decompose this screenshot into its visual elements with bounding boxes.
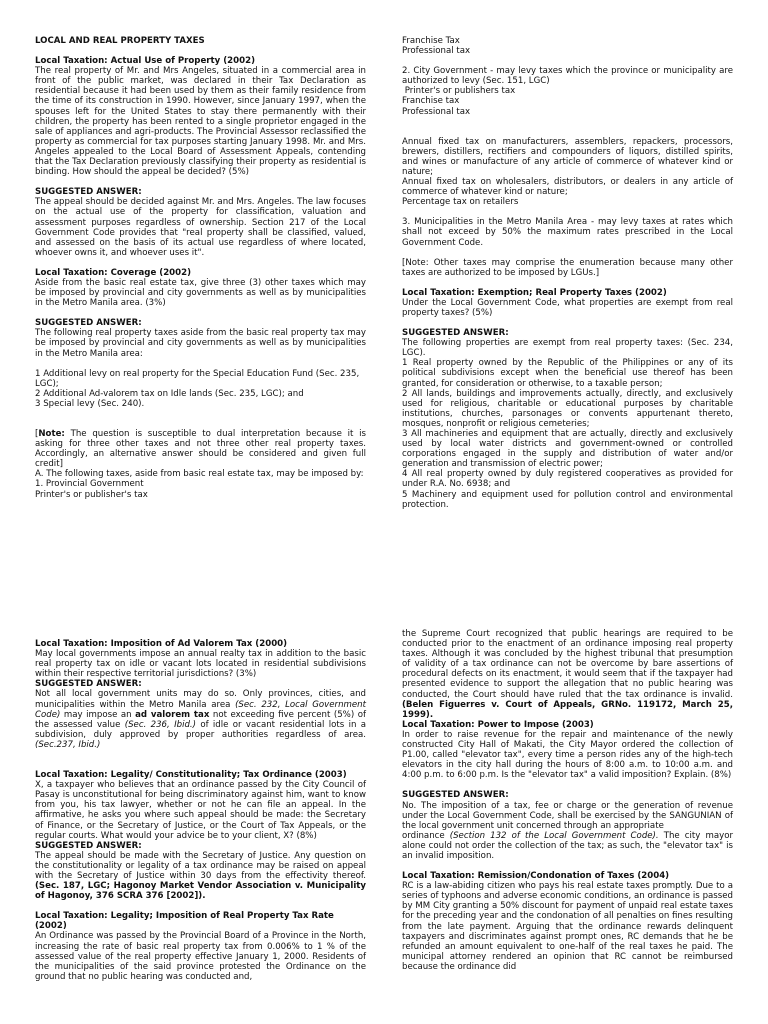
answer-text-part: The appeal should be made with the Secretary of Justice. Any question on the constitutionality or legality of a tax ordinance may be raised on appeal with the Secretary of Justice within 30 days from the effectivity thereof. xyxy=(35,850,366,881)
list-item: Printer's or publishers tax xyxy=(402,86,516,97)
page1-left-column xyxy=(35,36,366,500)
page2-left-column xyxy=(35,639,366,982)
answer-text-ad-valorem xyxy=(35,689,366,750)
metro-manila-text: 3. Municipalities in the Metro Manila Area - may levy taxes at rates which shall not exceed by 50% the maximum rates prescribed in the Local Government Code. xyxy=(402,217,733,248)
question-heading-actual-use: Local Taxation: Actual Use of Property (2002) xyxy=(35,56,256,67)
note-bracket: [ xyxy=(35,429,39,439)
question-text-power-to-impose: In order to raise revenue for the repair and maintenance of the newly constructed City Hall of Makati, the City Mayor ordered the collection of P1.00, called "elevator tax", every time a person rides any of the high-tech elevators in the city hall during the hours of 8:00 a.m. to 10:00 a.m. and 4:00 p.m. to 6:00 p.m. Is the "elevator tax" a valid imposition? Explain. (8%) xyxy=(402,729,733,781)
list-item: 1. Provincial Government xyxy=(35,479,144,490)
note-body: The question is susceptible to dual interpretation because it is asking for three other taxes and not three other real property taxes. Accordingly, an alternative answer should be considered and given full credit] xyxy=(35,429,366,470)
question-text-exemption: Under the Local Government Code, what properties are exempt from real property taxes? (5%) xyxy=(402,297,733,318)
document-title: LOCAL AND REAL PROPERTY TAXES xyxy=(35,36,205,46)
answer-text-legality-ordinance xyxy=(35,851,366,901)
citation: (Sec. 232, Local Government Code) xyxy=(35,699,366,720)
answer-text-coverage: The following real property taxes aside from the basic real property tax may be imposed by provincial and city governments as well as by municipalities in the Metro Manila area: xyxy=(35,328,366,359)
question-heading-real-property-rate: Local Taxation: Legality; Imposition of Real Property Tax Rate (2002) xyxy=(35,911,334,932)
citation: (Section 132 of the Local Government Code). xyxy=(449,830,659,841)
percentage-tax-retailers: Percentage tax on retailers xyxy=(402,197,519,208)
list-item: Printer's or publisher's tax xyxy=(35,489,148,500)
answer-text-part: not exceeding five percent (5%) of the assessed value xyxy=(35,709,366,730)
answer-text-actual-use: The appeal should be decided against Mr. and Mrs. Angeles. The law focuses on the actual use of the property for classification, valuation and assessment purposes regardless of ownership. Section 217 of the Local Government Code provides that "real property shall be classified, valued, and assessed on the basis of its actual use regardless of where located, whoever owns it, and whoever uses it". xyxy=(35,197,366,258)
answer-text-part: The city mayor alone could not order the collection of the tax; as such, the "elevator tax" is an invalid imposition. xyxy=(402,830,733,861)
page2-right-column xyxy=(402,629,733,972)
question-text-actual-use: The real property of Mr. and Mrs Angeles, situated in a commercial area in front of the public market, was declared in their Tax Declaration as residential because it had been used by them as their family residence from the time of its construction in 1990. However, since January 1997, when the spouses left for the United States to stay there permanently with their children, the property has been rented to a single proprietor engaged in the sale of appliances and agri-products. The Provincial Assessor reclassified the property as commercial for tax purposes starting January 1998. Mr. and Mrs. Angeles appealed to the Local Board of Assessment Appeals, contending that the Tax Declaration previously classifying their property as residential is binding. How should the appeal be decided? (5%) xyxy=(35,66,366,178)
list-item: Franchise Tax xyxy=(402,36,460,46)
answer-text-exemption: The following properties are exempt from real property taxes: (Sec. 234, LGC). xyxy=(402,338,733,359)
list-item: 2 Additional Ad-valorem tax on Idle lands (Sec. 235, LGC); and xyxy=(35,388,304,399)
question-text-ad-valorem: May local governments impose an annual realty tax in addition to the basic real property tax on idle or vacant lots located in residential subdivisions within their respective territorial jurisdictions? (3%) xyxy=(35,649,366,680)
list-item: Franchise tax xyxy=(402,96,460,107)
list-item: 3 Special levy (Sec. 240). xyxy=(35,398,145,409)
alternative-answer-text: A. The following taxes, aside from basic real estate tax, may be imposed by: xyxy=(35,469,364,480)
answer-text-part: the Supreme Court recognized that public hearings are required to be conducted prior to the enactment of an ordinance imposing real property taxes. Although it was concluded by the highest tribunal that presumption of validity of a tax ordinance can not be overcome by bare assertions of procedural defects on its enactment, it would seem that if the taxpayer had presented evidence to support the allegation that no public hearing was conducted, the Court should have ruled that the tax ordinance is invalid. xyxy=(402,629,733,700)
answer-heading-legality-ordinance: SUGGESTED ANSWER: xyxy=(35,840,142,851)
list-item: 5 Machinery and equipment used for pollution control and environmental protection. xyxy=(402,489,733,510)
citation: (Sec. 236, Ibid.) xyxy=(124,719,196,730)
list-item: 1 Additional levy on real property for the Special Education Fund (Sec. 235, LGC); xyxy=(35,368,360,389)
question-heading-ad-valorem: Local Taxation: Imposition of Ad Valorem Tax (2000) xyxy=(35,639,288,649)
answer-heading-coverage: SUGGESTED ANSWER: xyxy=(35,318,142,329)
list-item: Professional tax xyxy=(402,46,471,57)
question-text-coverage: Aside from the basic real estate tax, give three (3) other taxes which may be imposed by provincial and city governments as well as by municipalities in the Metro Manila area. (3%) xyxy=(35,277,366,309)
city-government-text: 2. City Government - may levy taxes which the province or municipality are authorized to levy (Sec. 151, LGC) xyxy=(402,66,733,87)
list-item: 4 All real property owned by duly registered cooperatives as provided for under R.A. No. 6938; and xyxy=(402,469,733,490)
citation: (Belen Figuerres v. Court of Appeals, GRNo. 119172, March 25, 1999). xyxy=(402,699,733,720)
annual-fixed-tax-wholesalers: Annual fixed tax on wholesalers, distributors, or dealers in any article of commerce of whatever kind or nature; xyxy=(402,177,733,198)
question-heading-exemption: Local Taxation: Exemption; Real Property Taxes (2002) xyxy=(402,287,667,298)
answer-text-power-to-impose-cont xyxy=(402,831,733,861)
answer-text-power-to-impose: No. The imposition of a tax, fee or charge or the generation of revenue under the Local Government Code, shall be exercised by the SANGUNIAN of the local government unit concerned through an appropriate xyxy=(402,800,733,831)
question-heading-legality-ordinance: Local Taxation: Legality/ Constitutionality; Tax Ordinance (2003) xyxy=(35,770,347,781)
citation: (Sec.237, Ibid.) xyxy=(35,739,101,750)
note-dual-interpretation xyxy=(35,429,366,469)
question-text-legality-ordinance: X, a taxpayer who believes that an ordinance passed by the City Council of Pasay is unconstitutional for being discriminatory against him, want to know from you, his tax lawyer, whether or not he can file an appeal. In the affirmative, he asks you where such appeal should be made: the Secretary of Finance, or the Secretary of Justice, or the Court of Tax Appeals, or the regular courts. What would your advice be to your client, X? (8%) xyxy=(35,780,366,841)
answer-text-part: Not all local government units may do so. Only provinces, cities, and municipalities within the Metro Manila area xyxy=(35,689,366,710)
answer-text-part: of idle or vacant residential lots in a subdivision, duly approved by proper authorities regardless of area. xyxy=(35,719,366,740)
answer-text-part: may impose an xyxy=(60,709,136,720)
answer-heading-ad-valorem: SUGGESTED ANSWER: xyxy=(35,679,142,690)
answer-text-part: ordinance xyxy=(402,830,450,841)
note-other-taxes: [Note: Other taxes may comprise the enumeration because many other taxes are authorized to be imposed by LGUs.] xyxy=(402,257,733,278)
annual-fixed-tax-manufacturers: Annual fixed tax on manufacturers, assemblers, repackers, processors, brewers, distillers, rectifiers and compounders of liquors, distilled spirits, and wines or manufacture of any article of commerce of whatever kind or nature; xyxy=(402,136,733,177)
citation: (Sec. 187, LGC; Hagonoy Market Vendor Association v. Municipality of Hagonoy, 376 SCRA 376 [2002]). xyxy=(35,881,366,902)
list-item: 3 All machineries and equipment that are actually, directly and exclusively used by local water districts and government-owned or controlled corporations engaged in the supply and distribution of water and/or generation and transmission of electric power; xyxy=(402,429,733,470)
question-heading-power-to-impose: Local Taxation: Power to Impose (2003) xyxy=(402,719,594,730)
bold-term: ad valorem tax xyxy=(135,709,210,720)
note-label: Note: xyxy=(38,429,65,439)
question-heading-coverage: Local Taxation: Coverage (2002) xyxy=(35,267,192,278)
answer-heading-power-to-impose: SUGGESTED ANSWER: xyxy=(402,790,509,801)
question-text-real-property-rate: An Ordinance was passed by the Provincial Board of a Province in the North, increasing the rate of basic real property tax from 0.006% to 1 % of the assessed value of the real property effective January 1, 2000. Residents of the municipalities of the said province protested the Ordinance on the ground that no public hearing was conducted and, xyxy=(35,931,366,982)
answer-heading-exemption: SUGGESTED ANSWER: xyxy=(402,328,509,339)
list-item: 2 All lands, buildings and improvements actually, directly, and exclusively used for religious, charitable or educational purposes by charitable institutions, churches, parsonages or convents appurtenant thereto, mosques, nonprofit or religious cemeteries; xyxy=(402,388,733,429)
list-item: Professional tax xyxy=(402,106,471,117)
question-heading-remission: Local Taxation: Remission/Condonation of Taxes (2004) xyxy=(402,871,670,882)
page1-right-column xyxy=(402,36,733,510)
question-text-remission: RC is a law-abiding citizen who pays his real estate taxes promptly. Due to a series of typhoons and adverse economic conditions, an ordinance is passed by MM City granting a 50% discount for payment of unpaid real estate taxes for the preceding year and the condonation of all penalties on fines resulting from the late payment. Arguing that the ordinance rewards delinquent taxpayers and discriminates against prompt ones, RC demands that he be refunded an amount equivalent to one-half of the real taxes he paid. The municipal attorney rendered an opinion that RC cannot be reimbursed because the ordinance did xyxy=(402,881,733,972)
continued-answer-text xyxy=(402,629,733,720)
list-item: 1 Real property owned by the Republic of the Philippines or any of its political subdivisions except when the beneficial use thereof has been granted, for consideration or otherwise, to a taxable person; xyxy=(402,358,733,389)
answer-heading-actual-use: SUGGESTED ANSWER: xyxy=(35,187,142,198)
